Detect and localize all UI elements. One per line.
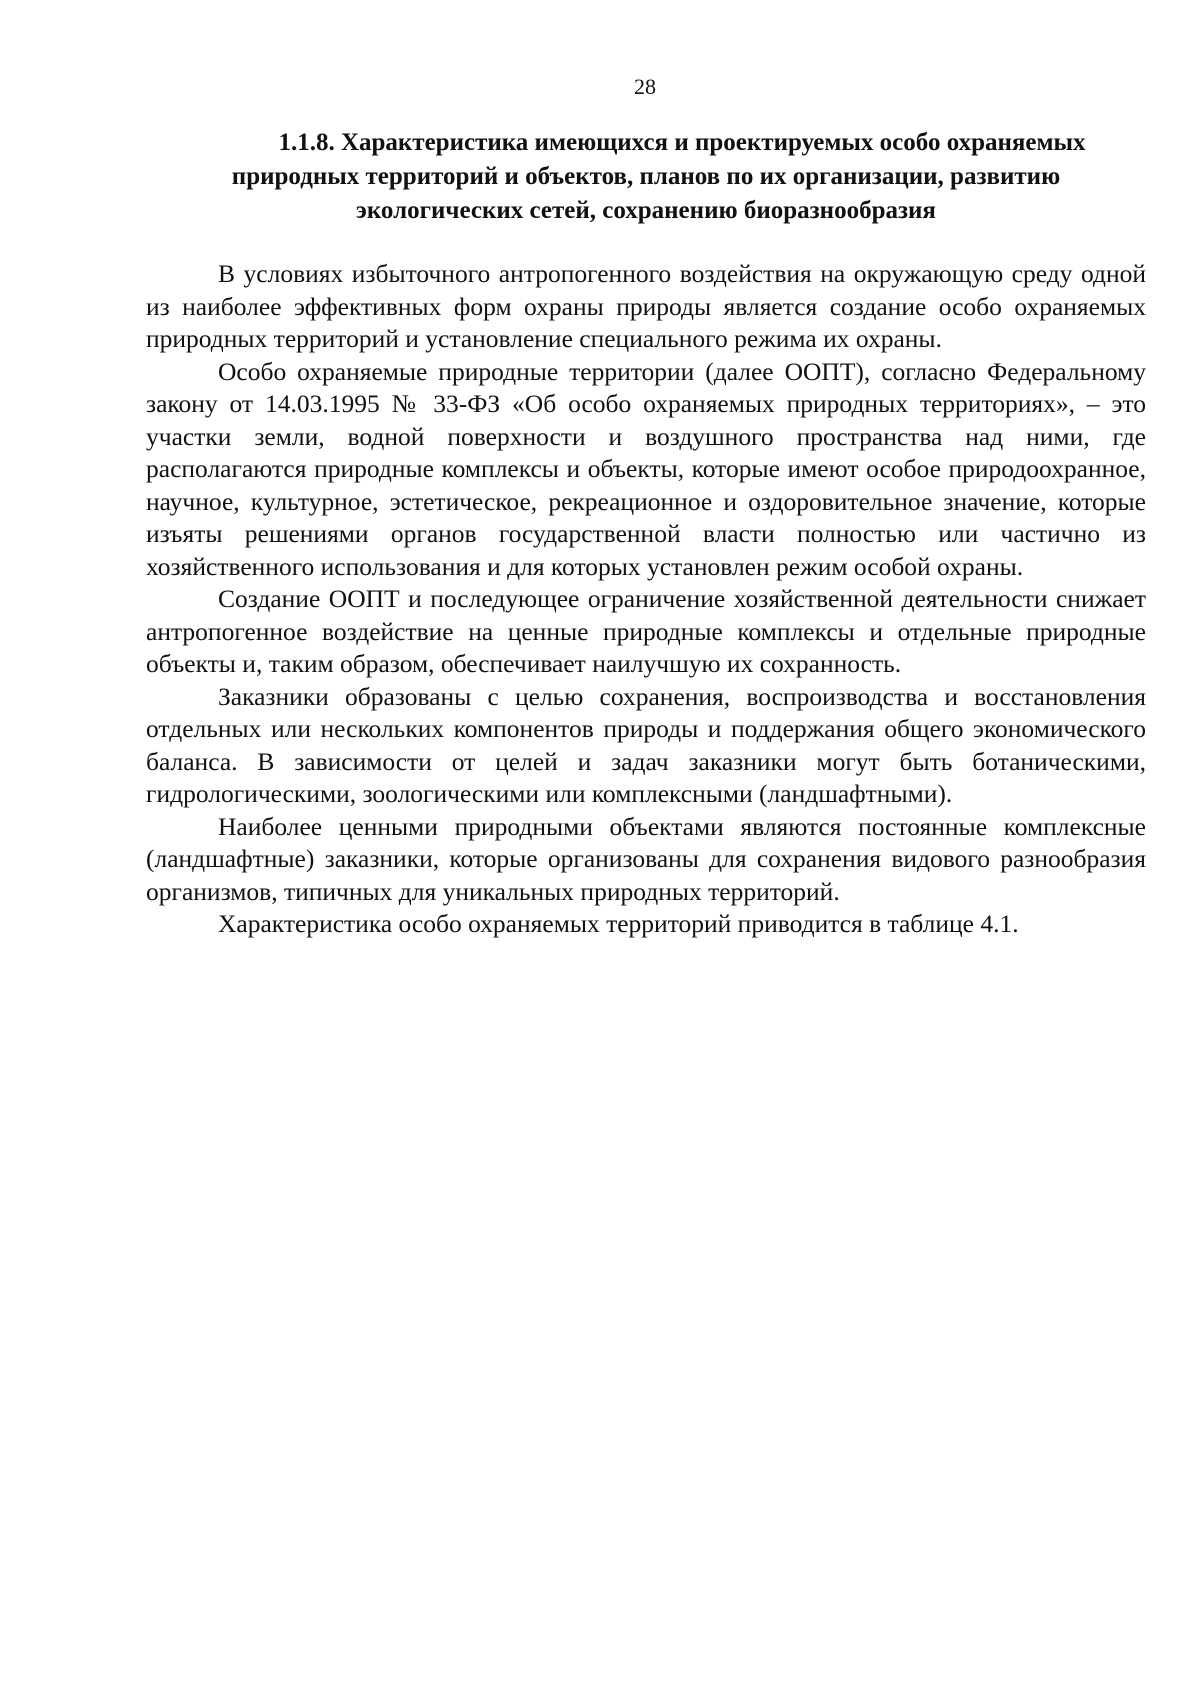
body-text bbox=[146, 258, 1146, 941]
paragraph: Особо охраняемые природные территории (далее ООПТ), согласно Федеральному закону от 14.03.1995 № 33-ФЗ «Об особо охраняемых природных территориях», – это участки земли, водной поверхности и воздушного пространства над ними, где располагаются природные комплексы и объекты, которые имеют особое природоохранное, научное, культурное, эстетическое, рекреационное и оздоровительное значение, которые изъяты решениями органов государственной власти полностью или частично из хозяйственного использования и для которых установлен режим особой охраны. bbox=[146, 356, 1146, 581]
paragraph: Характеристика особо охраняемых территорий приводится в таблице 4.1. bbox=[218, 909, 1019, 938]
paragraph: Создание ООПТ и последующее ограничение хозяйственной деятельности снижает антропогенное воздействие на ценные природные комплексы и отдельные природные объекты и, таким образом, обеспечивает наилучшую их сохранность. bbox=[146, 584, 1146, 678]
paragraph: В условиях избыточного антропогенного воздействия на окружающую среду одной из наиболее эффективных форм охраны природы является создание особо охраняемых природных территорий и установление специального режима их охраны. bbox=[146, 259, 1146, 353]
paragraph: Заказники образованы с целью сохранения, воспроизводства и восстановления отдельных или нескольких компонентов природы и поддержания общего экономического баланса. В зависимости от целей и задач заказники могут быть ботаническими, гидрологическими, зоологическими или комплексными (ландшафтными). bbox=[146, 681, 1146, 808]
paragraph: Наиболее ценными природными объектами являются постоянные комплексные (ландшафтные) заказники, которые организованы для сохранения видового разнообразия организмов, типичных для уникальных природных территорий. bbox=[146, 811, 1146, 906]
section-heading: 1.1.8. Характеристика имеющихся и проектируемых особо охраняемых природных территорий и объектов, планов по их организации, развитию экологических сетей, сохранению биоразнообразия bbox=[231, 129, 1086, 224]
page-number: 28 bbox=[634, 74, 656, 99]
